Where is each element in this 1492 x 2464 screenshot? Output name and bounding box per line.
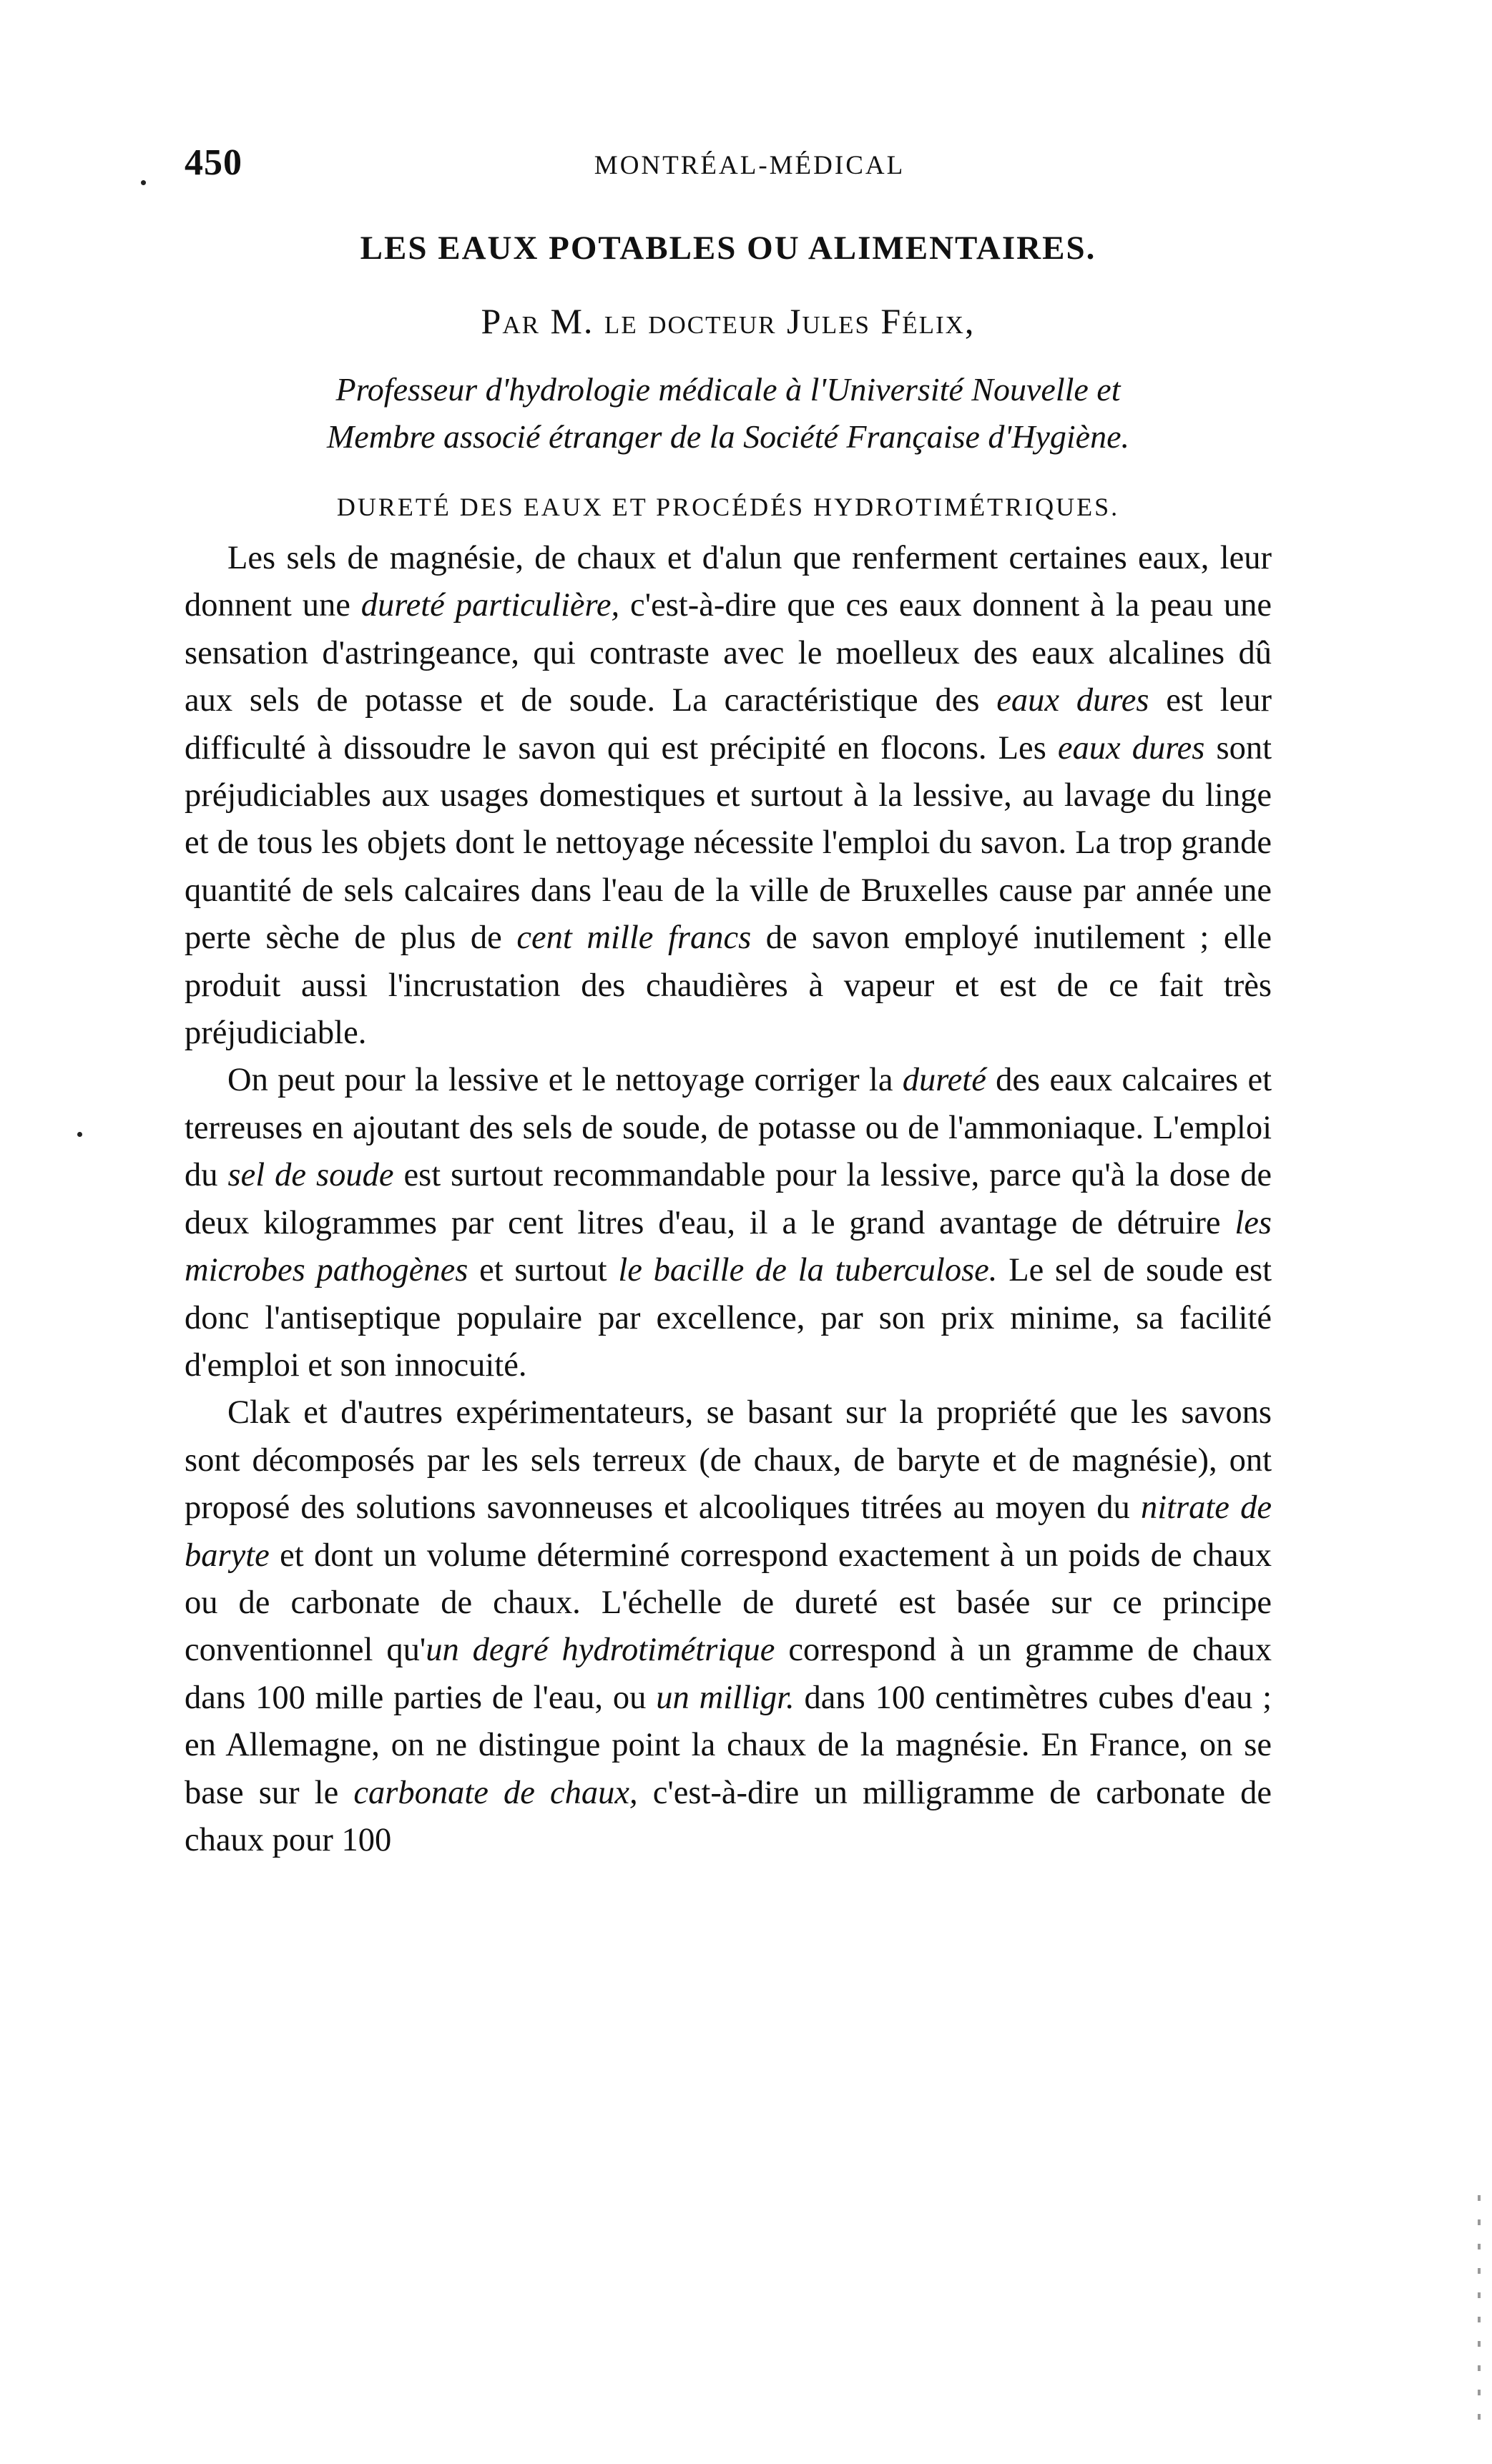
article-author: Par M. le docteur Jules Félix, xyxy=(481,301,976,341)
emphasis: nitrate de baryte xyxy=(185,1489,1272,1574)
emphasis: carbonate de chaux, xyxy=(353,1774,638,1811)
author-affiliation xyxy=(185,366,1272,460)
emphasis: un milligr. xyxy=(656,1679,795,1716)
emphasis: sel de soude xyxy=(227,1157,394,1194)
emphasis: le bacille de la tuberculose. xyxy=(618,1252,998,1289)
paragraph-correction: On peut pour la lessive et le nettoyage corriger la dureté des eaux calcaires et terreuses en ajoutant des sels de soude, de potasse ou de l'ammoniaque. L'emploi du sel de soude est surtout recommandable pour la lessive, parce qu'à la dose de deux kilogrammes par cent litres d'eau, il a le grand avantage de détruire les microbes pathogènes et surtout le bacille de la tuberculose. Le sel de soude est donc l'antiseptique populaire par excellence, par son prix minime, sa facilité d'emploi et son innocuité. xyxy=(185,1062,1272,1384)
emphasis: cent mille francs xyxy=(516,920,752,957)
section-heading: DURETÉ DES EAUX ET PROCÉDÉS HYDROTIMÉTRIQUES. xyxy=(336,493,1120,521)
emphasis: dureté xyxy=(902,1062,986,1099)
margin-mark xyxy=(77,1132,82,1137)
emphasis: les microbes pathogènes xyxy=(185,1204,1272,1289)
article-title: LES EAUX POTABLES OU ALIMENTAIRES. xyxy=(360,230,1096,267)
affiliation-line: Professeur d'hydrologie médicale à l'Université Nouvelle et xyxy=(335,371,1121,408)
page-number: 450 xyxy=(185,142,242,183)
article-body xyxy=(185,535,1272,1864)
affiliation-line: Membre associé étranger de la Société Française d'Hygiène. xyxy=(326,418,1129,455)
emphasis: dureté particulière, xyxy=(360,587,620,624)
paragraph-hydrotimetry: Clak et d'autres expérimentateurs, se basant sur la propriété que les savons sont décomposés par les sels terreux (de chaux, de baryte et de magnésie), ont proposé des solutions savonneuses et alcooliques titrées au moyen du nitrate de baryte et dont un volume déterminé correspond exactement à un poids de chaux ou de carbonate de chaux. L'échelle de dureté est basée sur ce principe conventionnel qu'un degré hydrotimétrique correspond à un gramme de chaux dans 100 mille parties de l'eau, ou un milligr. dans 100 centimètres cubes d'eau ; en Allemagne, on ne distingue point la chaux de la magnésie. En France, on se base sur le carbonate de chaux, c'est-à-dire un milligramme de carbonate de chaux pour 100 xyxy=(185,1394,1272,1858)
journal-name: MONTRÉAL-MÉDICAL xyxy=(594,151,905,180)
paragraph-hardness: Les sels de magnésie, de chaux et d'alun que renferment certaines eaux, leur donnent une dureté particulière, c'est-à-dire que ces eaux donnent à la peau une sensation d'astringeance, qui contraste avec le moelleux des eaux alcalines dû aux sels de potasse et de soude. La caractéristique des eaux dures est leur difficulté à dissoudre le savon qui est précipité en flocons. Les eaux dures sont préjudiciables aux usages domestiques et surtout à la lessive, au lavage du linge et de tous les objets dont le nettoyage nécessite l'emploi du savon. La trop grande quantité de sels calcaires dans l'eau de la ville de Bruxelles cause par année une perte sèche de plus de cent mille francs de savon employé inutilement ; elle produit aussi l'incrustation des chaudières à vapeur et est de ce fait très préjudiciable. xyxy=(185,540,1272,1052)
emphasis: un degré hydrotimétrique xyxy=(426,1632,775,1669)
emphasis: eaux dures xyxy=(1057,729,1205,767)
scan-edge-artifact xyxy=(1478,2195,1481,2438)
running-head xyxy=(185,142,1272,192)
margin-mark xyxy=(141,180,146,185)
emphasis: eaux dures xyxy=(996,682,1149,719)
